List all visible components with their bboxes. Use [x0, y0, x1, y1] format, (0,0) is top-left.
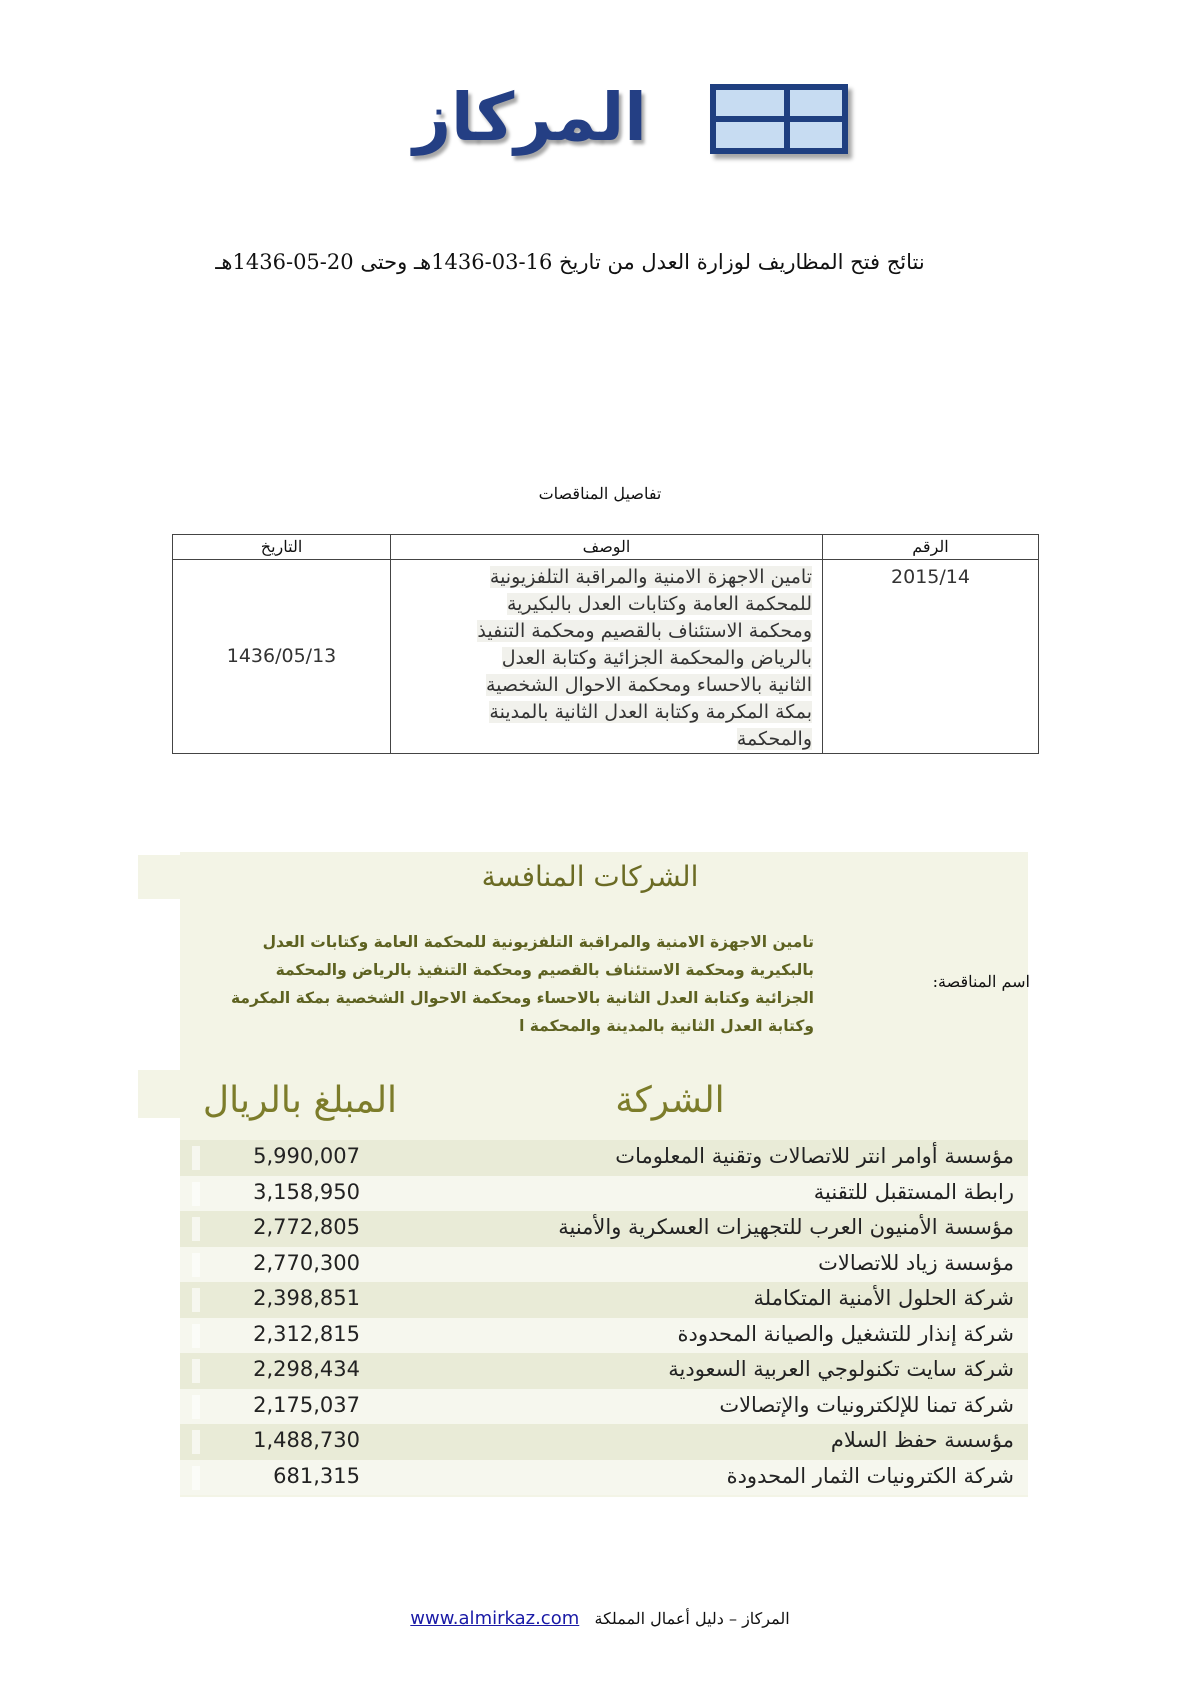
company-name: شركة إنذار للتشغيل والصيانة المحدودة: [677, 1321, 1014, 1346]
companies-list: [180, 1140, 1028, 1495]
tender-details-table: [172, 534, 1039, 754]
bid-amount: 2,770,300: [253, 1250, 360, 1275]
tender-name-line: الجزائية وكتابة العدل الثانية بالاحساء ومحكمة الاحوال الشخصية بمكة المكرمة: [231, 989, 814, 1007]
bid-amount: 2,312,815: [253, 1321, 360, 1346]
tender-date: 1436/05/13: [173, 560, 391, 754]
footer: [340, 1608, 860, 1629]
company-name: شركة تمنا للإلكترونيات والإتصالات: [719, 1392, 1014, 1417]
table-row: [173, 560, 1039, 754]
description-line: تامين الاجهزة الامنية والمراقبة التلفزيونية: [489, 566, 812, 588]
description-line: للمحكمة العامة وكتابات العدل بالبكيرية: [506, 593, 812, 615]
description-line: بمكة المكرمة وكتابة العدل الثانية بالمدينة: [489, 701, 812, 723]
description-line: والمحكمة: [736, 728, 812, 750]
bid-amount: 3,158,950: [253, 1179, 360, 1204]
list-item: [180, 1211, 1028, 1247]
tender-name-line: تامين الاجهزة الامنية والمراقبة التلفزيونية للمحكمة العامة وكتابات العدل: [262, 933, 814, 951]
list-item: [180, 1353, 1028, 1389]
bid-amount: 2,175,037: [253, 1392, 360, 1417]
company-name: مؤسسة زياد للاتصالات: [818, 1250, 1014, 1275]
tender-name-line: بالبكيرية ومحكمة الاستئناف بالقصيم ومحكمة التنفيذ بالرياض والمحكمة: [275, 961, 814, 979]
tender-name-line: وكتابة العدل الثانية بالمدينة والمحكمة ا: [519, 1017, 814, 1035]
bid-amount: 1,488,730: [253, 1428, 360, 1452]
tender-name-value: [196, 928, 814, 1040]
company-name: شركة سايت تكنولوجي العربية السعودية: [668, 1357, 1014, 1381]
bid-amount: 5,990,007: [253, 1144, 360, 1168]
tender-name-label: اسم المناقصة:: [932, 972, 1030, 991]
list-item: [180, 1282, 1028, 1318]
table-header-row: [173, 535, 1039, 560]
list-item: [180, 1460, 1028, 1496]
bid-amount: 681,315: [273, 1463, 360, 1488]
description-line: بالرياض والمحكمة الجزائية وكتابة العدل: [501, 647, 812, 669]
bid-amount: 2,298,434: [253, 1357, 360, 1381]
logo-wordmark: المركاز: [413, 79, 647, 156]
list-item: [180, 1140, 1028, 1176]
header-number: الرقم: [823, 535, 1039, 560]
list-item: [180, 1176, 1028, 1212]
bid-amount: 2,772,805: [253, 1215, 360, 1239]
list-item: [180, 1247, 1028, 1283]
header-description: الوصف: [391, 535, 823, 560]
bid-amount: 2,398,851: [253, 1286, 360, 1310]
footer-text: المركاز – دليل أعمال المملكة: [594, 1609, 790, 1628]
panel-tab: [138, 855, 198, 899]
competitors-title: الشركات المنافسة: [481, 860, 699, 893]
column-header-amount: المبلغ بالريال: [202, 1080, 398, 1121]
company-name: مؤسسة أوامر انتر للاتصالات وتقنية المعلومات: [615, 1144, 1014, 1168]
header-date: التاريخ: [173, 535, 391, 560]
company-name: رابطة المستقبل للتقنية: [813, 1179, 1014, 1204]
description-line: الثانية بالاحساء ومحكمة الاحوال الشخصية: [485, 674, 812, 696]
company-name: شركة الكترونيات الثمار المحدودة: [726, 1463, 1014, 1488]
company-name: مؤسسة حفظ السلام: [830, 1428, 1014, 1452]
panel-tab: [138, 1070, 198, 1118]
tender-description: [391, 560, 823, 754]
logo-grid-icon: [710, 84, 848, 154]
company-name: مؤسسة الأمنيون العرب للتجهيزات العسكرية والأمنية: [558, 1215, 1014, 1239]
list-item: [180, 1318, 1028, 1354]
website-link[interactable]: www.almirkaz.com: [410, 1608, 580, 1629]
company-name: شركة الحلول الأمنية المتكاملة: [753, 1286, 1014, 1310]
description-line: ومحكمة الاستئناف بالقصيم ومحكمة التنفيذ: [477, 620, 812, 642]
tenders-heading: تفاصيل المناقصات: [538, 484, 662, 503]
list-item: [180, 1389, 1028, 1425]
page-title: نتائج فتح المظاريف لوزارة العدل من تاريخ 16-03-1436هـ وحتى 20-05-1436هـ: [215, 250, 925, 274]
tender-number: 2015/14: [823, 560, 1039, 754]
column-header-company: الشركة: [615, 1080, 725, 1121]
list-item: [180, 1424, 1028, 1460]
